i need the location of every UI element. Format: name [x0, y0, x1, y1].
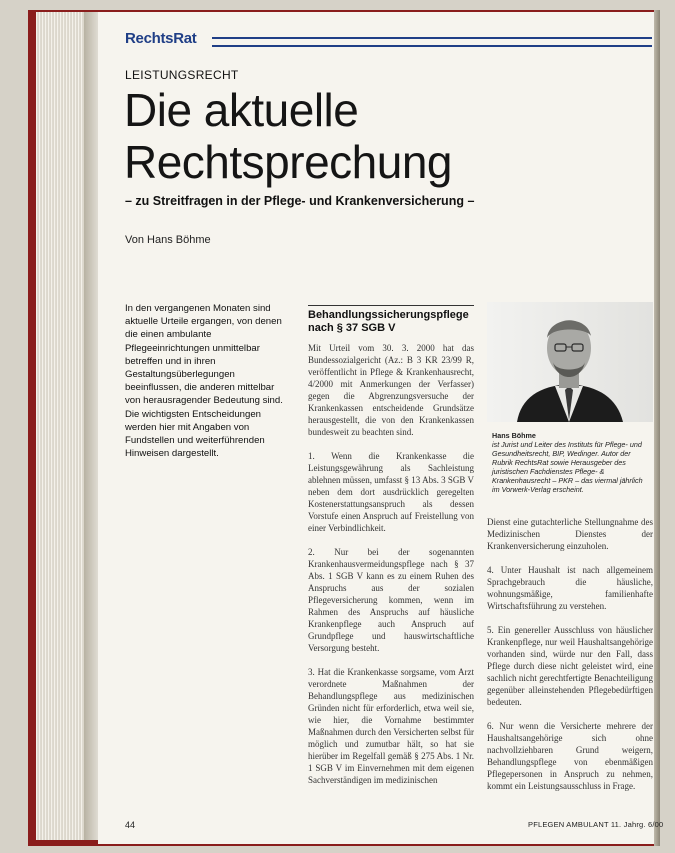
subhead: Behandlungssicherungspflege nach § 37 SGB V — [308, 309, 469, 334]
author-caption — [492, 431, 652, 494]
body-paragraph: Mit Urteil vom 30. 3. 2000 hat das Bundessozialgericht (Az.: B 3 KR 23/99 R, veröffentlicht in Pflege & Krankenhausrecht, 4/2000 mit Anmerkungen der Verfasser) gegen die Abgrenzungsversuche der Krankenkassen entscheidende Grundsätze herausgestellt, die von den Krankenkassen bundesweit zu beachten sind. — [308, 343, 474, 437]
body-paragraph: 1. Wenn die Krankenkasse die Leistungsgewährung als Sachleistung ablehnen müssen, umfasst § 13 Abs. 3 SGB V neben dem dort ausdrücklich geregelten Kostenerstattungsanspruch als dessen Vorstufe einen Anspruch auf Freistellung von einer Verbindlichkeit. — [308, 451, 474, 533]
title-line-2: Rechtsprechung — [124, 136, 452, 188]
page-stack-edge — [36, 12, 84, 840]
body-paragraph: 3. Hat die Krankenkasse sorgsame, vom Arzt verordnete Maßnahmen der Behandlungspflege aus medizinischen Gründen nicht für erforderlich, etwa weil sie, wie hier, die Vornahme bestimmter Maßnahmen durch den Versicherten selbst für möglich und zumutbar hält, so hat sie hierüber im Regelfall gemäß § 275 Abs. 1 Nr. 1 SGB V im Einvernehmen mit dem eigenen Sachverständigen im medizinischen — [308, 667, 474, 785]
author-portrait-image — [487, 302, 653, 422]
article-title — [124, 84, 452, 188]
body-paragraph: 6. Nur wenn die Versicherte mehrere der Haushaltsangehörige sich ohne nachvollziehbaren Grund weigern, Behandlungspflege von ebenmäßigen Pflegepersonen in Anspruch zu nehmen, kommt ein Leistungsausschluss in Frage. — [487, 721, 653, 791]
rubric-rule — [212, 37, 652, 47]
body-paragraph: 4. Unter Haushalt ist nach allgemeinem Sprachgebrauch die häusliche, wohnungsmäßige, familienhafte Wirtschaftsführung zu verstehen. — [487, 565, 653, 611]
article-author: Von Hans Böhme — [125, 234, 211, 246]
body-paragraph: 2. Nur bei der sogenannten Krankenhausvermeidungspflege nach § 37 Abs. 1 SGB V kann es zu einem Ruhen des Anspruchs aus der sozialen Pflegeversicherung kommen, wenn im Rahmen des Anspruchs auf häusliche Krankenpflege auch Anspruch auf Grundpflege und hauswirtschaftliche Versorgung besteht. — [308, 547, 474, 653]
intro-text — [125, 302, 290, 460]
subhead-rule — [308, 305, 474, 306]
caption-bio: ist Jurist und Leiter des Instituts für Pflege- und Gesundheitsrecht, BIP, Wedinger. Autor der Rubrik RechtsRat sowie Herausgeber des juristischen Fachdienstes Pflege- & Krankenhausrecht – PKR – das viermal jährlich im Vorwerk-Verlag erscheint. — [492, 440, 643, 494]
page-right-edge — [654, 10, 660, 846]
running-footer: PFLEGEN AMBULANT 11. Jahrg. 6/00 — [528, 820, 664, 829]
right-column — [487, 516, 653, 804]
body-paragraph: 5. Ein genereller Ausschluss von häuslicher Krankenpflege, nur weil Haushaltsangehörige vorhanden sind, würde nur den Fall, dass Pflege durch diese nicht geleistet wird, eine sachlich nicht gerechtfertigte Benachteiligung gegenüber alleinstehenden Pflegebedürftigen bedeuten. — [487, 625, 653, 707]
author-photo — [487, 302, 653, 422]
caption-name: Hans Böhme — [492, 431, 536, 440]
rubric-label: RechtsRat — [125, 30, 197, 47]
article-subtitle: – zu Streitfragen in der Pflege- und Krankenversicherung – — [125, 194, 475, 208]
body-paragraph: Dienst eine gutachterliche Stellungnahme des Medizinischen Dienstes der Krankenversicherung einzuholen. — [487, 517, 653, 551]
section-label: LEISTUNGSRECHT — [125, 68, 239, 82]
title-line-1: Die aktuelle — [124, 84, 359, 136]
page-number: 44 — [125, 820, 136, 830]
middle-column — [308, 342, 474, 798]
intro-paragraph: In den vergangenen Monaten sind aktuelle Urteile ergangen, von denen die einen ambulante Pflegeeinrichtungen unmittelbar betreffen und in ihren Gestaltungsüberlegungen beeinflussen, die anderen mittelbar von herausragender Bedeutung sind. Die wichtigsten Entscheidungen werden hier mit Angaben von Fundstellen und weiterführenden Hinweisen dargestellt. — [125, 303, 283, 460]
